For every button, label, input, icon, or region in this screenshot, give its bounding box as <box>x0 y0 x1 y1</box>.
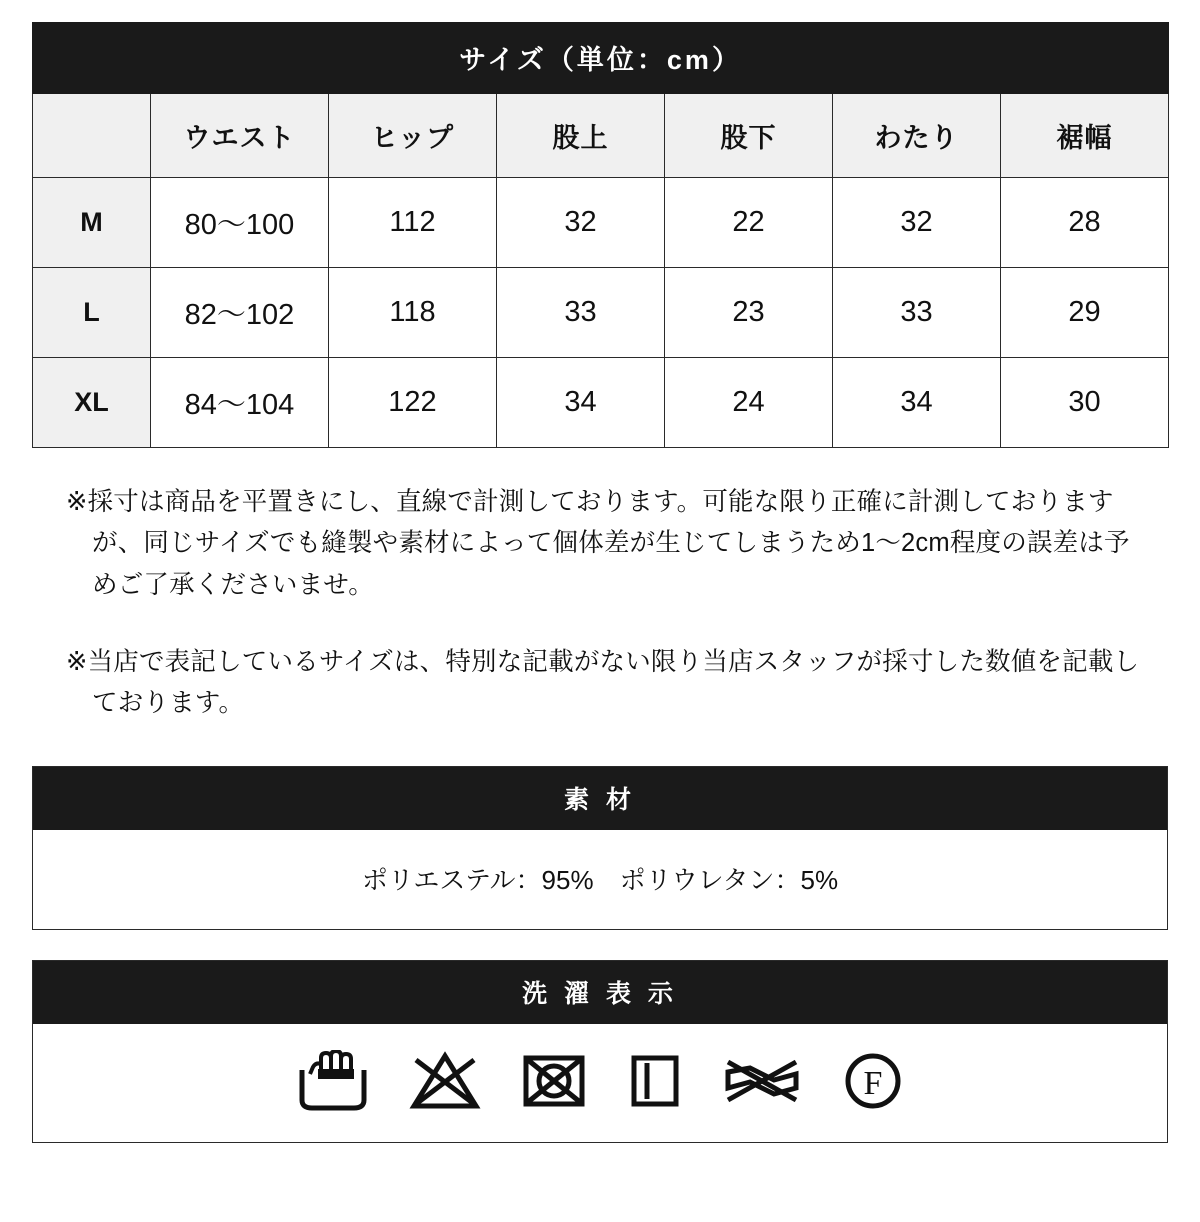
size-info-page <box>0 22 1200 1222</box>
care-icon-row <box>33 1024 1167 1142</box>
material-text: ポリエステル：95% ポリウレタン：5% <box>33 830 1167 929</box>
no-tumble-dry-icon <box>520 1050 588 1112</box>
column-header-hem: 裾幅 <box>1001 94 1169 178</box>
svg-text:F: F <box>863 1065 883 1103</box>
column-header-hip: ヒップ <box>329 94 497 178</box>
size-table-title: サイズ（単位：cm） <box>33 23 1169 94</box>
column-header-blank <box>33 94 151 178</box>
cell-l-rise: 33 <box>497 268 665 358</box>
cell-m-thigh: 32 <box>833 178 1001 268</box>
material-block <box>32 766 1168 930</box>
cell-m-waist: 80〜100 <box>151 178 329 268</box>
cell-l-thigh: 33 <box>833 268 1001 358</box>
size-table-title-row <box>33 23 1169 94</box>
size-table-header-row <box>33 94 1169 178</box>
cell-m-hip: 112 <box>329 178 497 268</box>
column-header-thigh: わたり <box>833 94 1001 178</box>
cell-m-inseam: 22 <box>665 178 833 268</box>
cell-l-inseam: 23 <box>665 268 833 358</box>
row-label-l: L <box>33 268 151 358</box>
cell-xl-rise: 34 <box>497 358 665 448</box>
dry-clean-f-icon <box>842 1050 904 1112</box>
size-table <box>32 22 1169 448</box>
cell-xl-hem: 30 <box>1001 358 1169 448</box>
hand-wash-icon <box>296 1050 370 1112</box>
column-header-rise: 股上 <box>497 94 665 178</box>
column-header-inseam: 股下 <box>665 94 833 178</box>
no-bleach-icon <box>408 1050 482 1112</box>
cell-m-hem: 28 <box>1001 178 1169 268</box>
cell-l-hip: 118 <box>329 268 497 358</box>
cell-l-hem: 29 <box>1001 268 1169 358</box>
line-dry-icon <box>626 1050 682 1112</box>
cell-xl-hip: 122 <box>329 358 497 448</box>
table-row <box>33 178 1169 268</box>
table-row <box>33 358 1169 448</box>
table-row <box>33 268 1169 358</box>
no-wring-icon <box>720 1050 804 1112</box>
cell-xl-waist: 84〜104 <box>151 358 329 448</box>
row-label-m: M <box>33 178 151 268</box>
cell-xl-thigh: 34 <box>833 358 1001 448</box>
care-block <box>32 960 1168 1143</box>
note-measurement-tolerance: ※採寸は商品を平置きにし、直線で計測しております。可能な限り正確に計測しておりますが、同じサイズでも縫製や素材によって個体差が生じてしまうため1〜2cm程度の誤差は予めご了承くださいませ。 <box>66 488 1130 599</box>
care-heading: 洗 濯 表 示 <box>33 961 1167 1024</box>
cell-xl-inseam: 24 <box>665 358 833 448</box>
measurement-notes <box>32 482 1168 724</box>
cell-l-waist: 82〜102 <box>151 268 329 358</box>
row-label-xl: XL <box>33 358 151 448</box>
cell-m-rise: 32 <box>497 178 665 268</box>
column-header-waist: ウエスト <box>151 94 329 178</box>
material-heading: 素 材 <box>33 767 1167 830</box>
note-measured-by-staff: ※当店で表記しているサイズは、特別な記載がない限り当店スタッフが採寸した数値を記載しております。 <box>66 647 1140 718</box>
